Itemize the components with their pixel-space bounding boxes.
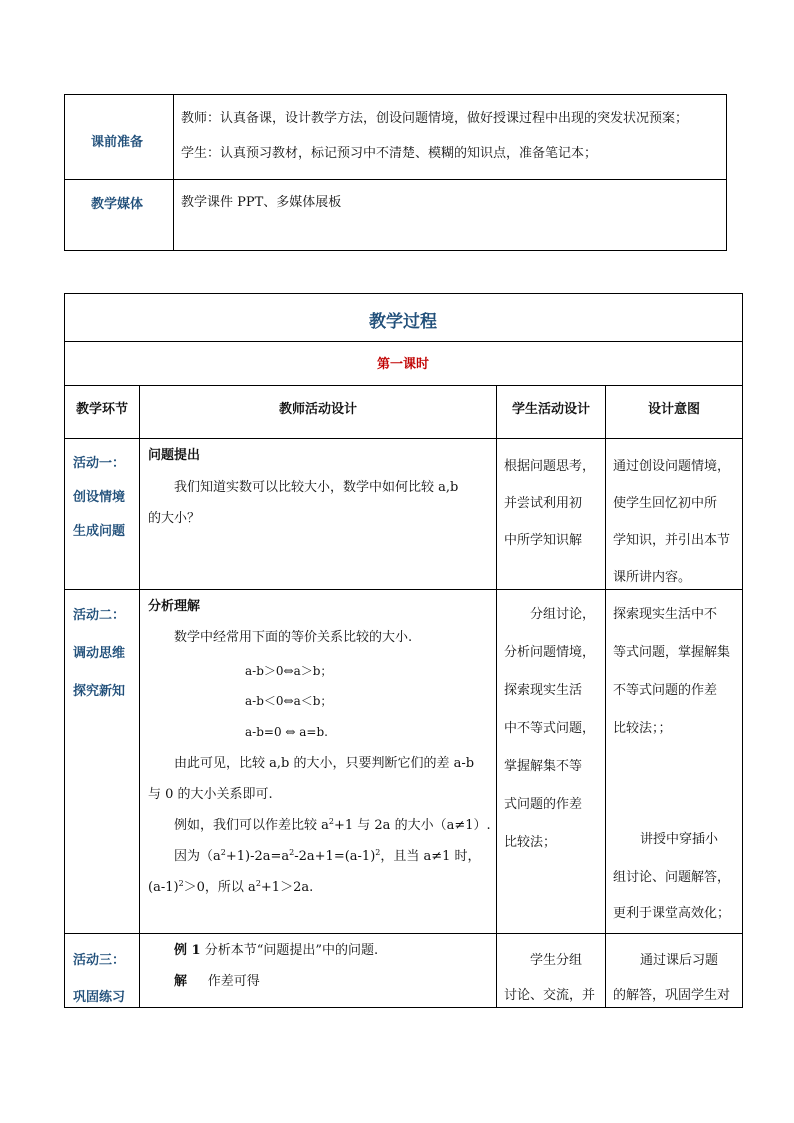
activity2-student-line4: 中不等式问题， xyxy=(504,721,596,736)
media-text: 教学课件 PPT、多媒体展板 xyxy=(181,195,342,210)
activity2-student-line1: 分组讨论， xyxy=(530,607,596,622)
activity1-intent-line2: 使学生回忆初中所 xyxy=(613,496,718,511)
formula-less: a-b＜0⇔a＜b； xyxy=(245,694,333,708)
activity1-intent-line4: 课所讲内容。 xyxy=(613,570,692,585)
activity2-para-line2: 与 0 的大小关系即可. xyxy=(148,787,273,802)
activity2-student-line5: 掌握解集不等 xyxy=(504,759,583,774)
activity3-student-line2: 讨论、交流，并 xyxy=(504,988,596,1003)
activity3-student-line1: 学生分组 xyxy=(530,953,583,968)
lesson-subtitle: 第一课时 xyxy=(376,357,429,372)
activity3-intent-line1: 通过课后习题 xyxy=(640,953,719,968)
activity3-stage-line1: 活动三： xyxy=(73,953,126,968)
prep-label: 课前准备 xyxy=(91,135,144,150)
activity2-intent-line6: 组讨论、问题解答， xyxy=(613,870,731,885)
activity3-example-line: 例 1 分析本节“问题提出”中的问题. xyxy=(174,943,379,958)
activity1-intent-line1: 通过创设问题情境， xyxy=(613,459,731,474)
activity1-stage-line3: 生成问题 xyxy=(73,524,126,539)
header-teacher: 教师活动设计 xyxy=(278,402,357,417)
header-stage: 教学环节 xyxy=(75,402,128,417)
teacher-prep-text: 教师：认真备课，设计教学方法，创设问题情境，做好授课过程中出现的突发状况预案； xyxy=(181,111,689,126)
activity1-teacher-heading: 问题提出 xyxy=(148,448,201,463)
activity1-teacher-line1: 我们知道实数可以比较大小，数学中如何比较 a,b xyxy=(174,480,459,495)
activity2-intent-line4: 比较法；； xyxy=(613,721,672,736)
activity2-teacher-heading: 分析理解 xyxy=(148,599,201,614)
activity2-intent-line3: 不等式问题的作差 xyxy=(613,683,718,698)
header-intent: 设计意图 xyxy=(647,402,700,417)
activity2-intent-line7: 更利于课堂高效化； xyxy=(613,906,731,921)
activity1-student-line2: 并尝试利用初 xyxy=(504,496,583,511)
activity2-student-line7: 比较法； xyxy=(504,835,557,850)
activity2-student-line3: 探索现实生活 xyxy=(504,683,583,698)
media-label: 教学媒体 xyxy=(91,197,144,212)
formula-greater: a-b＞0⇔a＞b； xyxy=(245,664,333,678)
activity3-stage-line2: 巩固练习 xyxy=(73,990,126,1005)
activity2-because-line: 因为$(a^2+1)-2a=a^2-2a+1=(a-1)^2$，且当 a≠1 时， xyxy=(174,848,481,864)
formula-equal: a-b=0 ⇔ a=b. xyxy=(245,725,328,739)
activity1-stage-line2: 创设情境 xyxy=(73,490,126,505)
activity3-solution-line: 解 作差可得 xyxy=(174,974,260,989)
activity2-intent-line2: 等式问题，掌握解集 xyxy=(613,645,731,660)
activity2-example-line: 例如，我们可以作差比较 $a^2+1$ 与 2a 的大小（a≠1）. xyxy=(174,817,491,833)
process-title: 教学过程 xyxy=(369,312,437,332)
activity2-intent-line5: 讲授中穿插小 xyxy=(640,832,719,847)
activity1-teacher-line2: 的大小？ xyxy=(148,511,201,526)
activity2-conclusion-line: $(a-1)^2>0$，所以 $a^2+1>2a$. xyxy=(148,879,314,895)
activity2-student-line2: 分析问题情境， xyxy=(504,645,596,660)
activity1-intent-line3: 学知识，并引出本节 xyxy=(613,533,731,548)
activity2-student-line6: 式问题的作差 xyxy=(504,797,583,812)
activity1-student-line3: 中所学知识解 xyxy=(504,533,583,548)
activity2-stage-line3: 探究新知 xyxy=(73,684,126,699)
student-prep-text: 学生：认真预习教材，标记预习中不清楚、模糊的知识点，准备笔记本； xyxy=(181,146,598,161)
activity2-stage-line1: 活动二： xyxy=(73,608,126,623)
activity1-student-line1: 根据问题思考， xyxy=(504,459,596,474)
activity3-intent-line2: 的解答，巩固学生对 xyxy=(613,988,731,1003)
activity2-intro: 数学中经常用下面的等价关系比较的大小. xyxy=(174,630,413,645)
header-student: 学生活动设计 xyxy=(511,402,590,417)
activity2-stage-line2: 调动思维 xyxy=(73,646,126,661)
activity2-para-line1: 由此可见，比较 a,b 的大小，只要判断它们的差 a-b xyxy=(174,756,475,771)
activity1-stage-line1: 活动一： xyxy=(73,456,126,471)
activity2-intent-line1: 探索现实生活中不 xyxy=(613,607,718,622)
